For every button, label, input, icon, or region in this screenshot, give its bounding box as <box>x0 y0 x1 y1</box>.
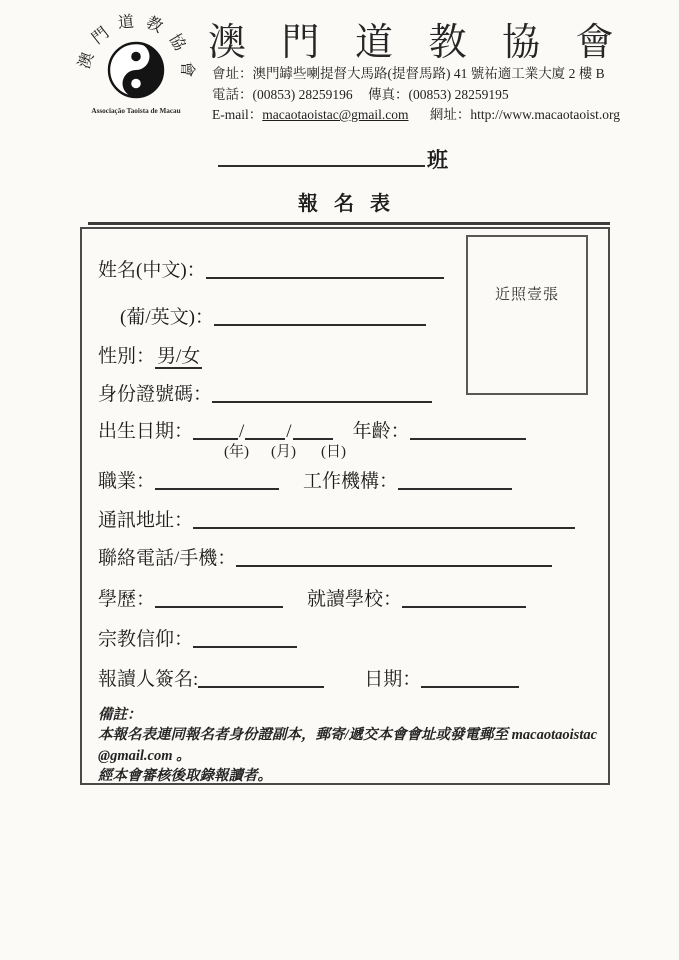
row-id-number <box>98 379 432 406</box>
dob-day-blank[interactable] <box>293 422 333 440</box>
address-value: 澳門罅些喇提督大馬路(提督馬路) 41 號祐適工業大廈 2 樓 B <box>252 66 605 81</box>
row-name-foreign <box>120 302 426 329</box>
row-birthdate-age <box>98 416 526 443</box>
notes-line-1: 本報名表連同報名者身份證副本，郵寄/遞交本會會址或發電郵至 macaotaoistac <box>98 727 598 743</box>
dob-unit-month: (月) <box>271 444 296 460</box>
religion-blank[interactable] <box>193 630 297 648</box>
dob-month-blank[interactable] <box>245 422 285 440</box>
row-occupation-employer <box>98 466 512 493</box>
signature-blank[interactable] <box>198 670 324 688</box>
dob-year-blank[interactable] <box>193 422 238 440</box>
education-blank[interactable] <box>155 590 283 608</box>
row-signature-date <box>98 664 519 691</box>
notes-line-3: 經本會審核後取錄報讀者。 <box>98 768 272 784</box>
id-number-blank[interactable] <box>212 385 432 403</box>
row-religion <box>98 624 297 651</box>
logo-subtitle: Associação Taoista de Macau <box>91 107 181 115</box>
school-blank[interactable] <box>402 590 526 608</box>
class-suffix: 班 <box>427 148 448 172</box>
website-label: 網址： <box>429 107 471 122</box>
website-link[interactable]: http://www.macaotaoist.org <box>470 107 620 122</box>
contact-phone-blank[interactable] <box>236 549 552 567</box>
gender-label: 性別： <box>98 346 156 367</box>
address-line <box>212 64 620 85</box>
row-gender <box>98 341 202 368</box>
phone-fax-line <box>212 85 620 106</box>
employer-blank[interactable] <box>398 472 512 490</box>
row-contact-phone <box>98 543 552 570</box>
name-cn-label: 姓名(中文)： <box>98 260 206 281</box>
row-education-school <box>98 584 526 611</box>
logo-arc-text: 澳門道教協會 <box>76 12 196 88</box>
class-name-line <box>218 144 448 174</box>
photo-box[interactable] <box>466 235 588 395</box>
letterhead-contact-block <box>212 64 620 126</box>
class-name-blank[interactable] <box>218 145 425 167</box>
email-website-line <box>212 105 620 126</box>
notes-line-2: @gmail.com 。 <box>98 748 191 764</box>
email-label: E-mail： <box>212 107 263 122</box>
photo-box-label: 近照壹張 <box>494 287 559 303</box>
name-cn-blank[interactable] <box>206 261 444 279</box>
name-en-label: (葡/英文)： <box>120 307 214 328</box>
mailing-address-label: 通訊地址： <box>98 510 194 531</box>
date-label: 日期： <box>364 669 422 690</box>
dob-separator-1: / <box>239 421 245 442</box>
employer-label: 工作機構： <box>303 471 399 492</box>
dob-label: 出生日期： <box>98 421 194 442</box>
dob-separator-2: / <box>286 421 292 442</box>
registration-form-box <box>80 227 610 785</box>
association-logo <box>72 12 200 116</box>
organization-title: 澳 門 道 教 協 會 <box>208 22 615 64</box>
title-underline <box>88 222 610 225</box>
age-label: 年齡： <box>352 421 410 442</box>
row-date-units <box>224 440 346 461</box>
gender-options[interactable]: 男/女 <box>157 346 201 367</box>
school-label: 就讀學校： <box>307 589 403 610</box>
age-blank[interactable] <box>410 422 526 440</box>
education-label: 學歷： <box>98 589 156 610</box>
signature-label: 報讀人簽名: <box>98 669 199 690</box>
fax-value: (00853) 28259195 <box>408 86 509 102</box>
mailing-address-blank[interactable] <box>193 511 575 529</box>
id-number-label: 身份證號碼： <box>98 384 213 405</box>
email-link[interactable]: macaotaoistac@gmail.com <box>262 107 409 122</box>
date-blank[interactable] <box>421 670 519 688</box>
contact-phone-label: 聯絡電話/手機： <box>98 548 237 569</box>
dob-unit-day: (日) <box>321 444 346 460</box>
notes-heading: 備註： <box>98 707 142 723</box>
row-name-chinese <box>98 255 444 282</box>
name-en-blank[interactable] <box>214 308 426 326</box>
fax-label: 傳真： <box>368 86 409 102</box>
phone-value: (00853) 28259196 <box>252 86 353 102</box>
occupation-label: 職業： <box>98 471 156 492</box>
row-mailing-address <box>98 505 575 532</box>
dob-unit-year: (年) <box>224 444 249 460</box>
occupation-blank[interactable] <box>155 472 279 490</box>
form-title: 報 名 表 <box>298 193 392 215</box>
religion-label: 宗教信仰： <box>98 629 194 650</box>
address-label: 會址： <box>212 66 253 81</box>
phone-label: 電話： <box>212 86 253 102</box>
yin-yang-icon <box>109 43 163 97</box>
